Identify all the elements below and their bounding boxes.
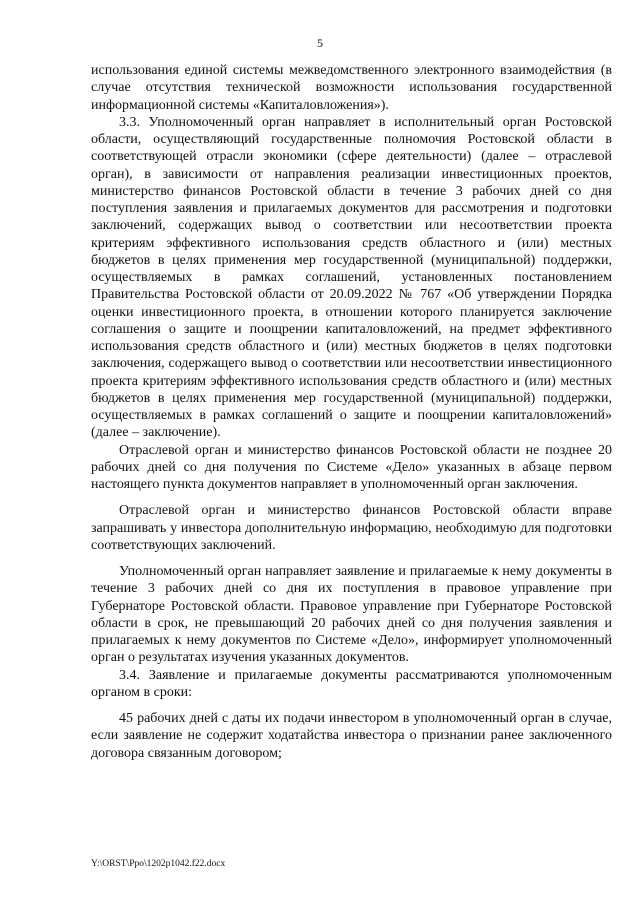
paragraph-45-days: 45 рабочих дней с даты их подачи инвестором в уполномоченный орган в случае, если заявление не содержит ходатайства инвестора о признании ранее заключенного договора связанным договором; (91, 711, 612, 761)
footer-file-path: Y:\ORST\Ppo\1202p1042.f22.docx (91, 859, 226, 869)
paragraph-continuation: использования единой системы межведомственного электронного взаимодействия (в случае отсутствия технической возможности использования государственной информационной системы «Капиталовложения»). (91, 63, 612, 113)
paragraph-industry-deadline: Отраслевой орган и министерство финансов Ростовской области не позднее 20 рабочих дней со дня получения по Системе «Дело» указанных в абзаце первом настоящего пункта документов направляет в уполномоченный орган заключения. (91, 442, 612, 492)
document-body (91, 62, 612, 762)
page-number: 5 (317, 36, 323, 50)
paragraph-3-4: 3.4. Заявление и прилагаемые документы рассматриваются уполномоченным органом в сроки: (91, 667, 612, 700)
paragraph-legal-department: Уполномоченный орган направляет заявление и прилагаемые к нему документы в течение 3 рабочих дней со дня их поступления в правовое управление при Губернаторе Ростовской области. Правовое управление при Губернаторе Ростовской области в срок, не превышающий 20 рабочих дней со дня получения заявления и прилагаемых к нему документов по Системе «Дело», информирует уполномоченный орган о результатах изучения указанных документов. (91, 564, 612, 666)
paragraph-3-3: 3.3. Уполномоченный орган направляет в исполнительный орган Ростовской области, осуществляющий государственные полномочия Ростовской области в соответствующей отрасли экономики (сфере деятельности) (далее – отраслевой орган), в зависимости от направления реализации инвестиционных проектов, министерство финансов Ростовской области в течение 3 рабочих дней со дня поступления заявления и прилагаемых документов для рассмотрения и подготовки заключений, содержащих вывод о соответствии или несоответствии проекта критериям эффективного использования средств областного и (или) местных бюджетов в целях применения мер государственной (муниципальной) поддержки, осуществляемых в рамках соглашений, установленных постановлением Правительства Ростовской области от 20.09.2022 № 767 «Об утверждении Порядка оценки инвестиционного проекта, в отношении которого планируется заключение соглашения о защите и поощрении капиталовложений, на предмет эффективного использования средств областного и (или) местных бюджетов в целях подготовки заключения, содержащего вывод о соответствии или несоответствии инвестиционного проекта критериям эффективного использования средств областного и (или) местных бюджетов в целях применения мер государственной (муниципальной) поддержки, осуществляемых в рамках соглашений о защите и поощрении капиталовложений» (далее – заключение). (91, 114, 612, 441)
paragraph-request-info: Отраслевой орган и министерство финансов Ростовской области вправе запрашивать у инвестора дополнительную информацию, необходимую для подготовки соответствующих заключений. (91, 503, 612, 553)
